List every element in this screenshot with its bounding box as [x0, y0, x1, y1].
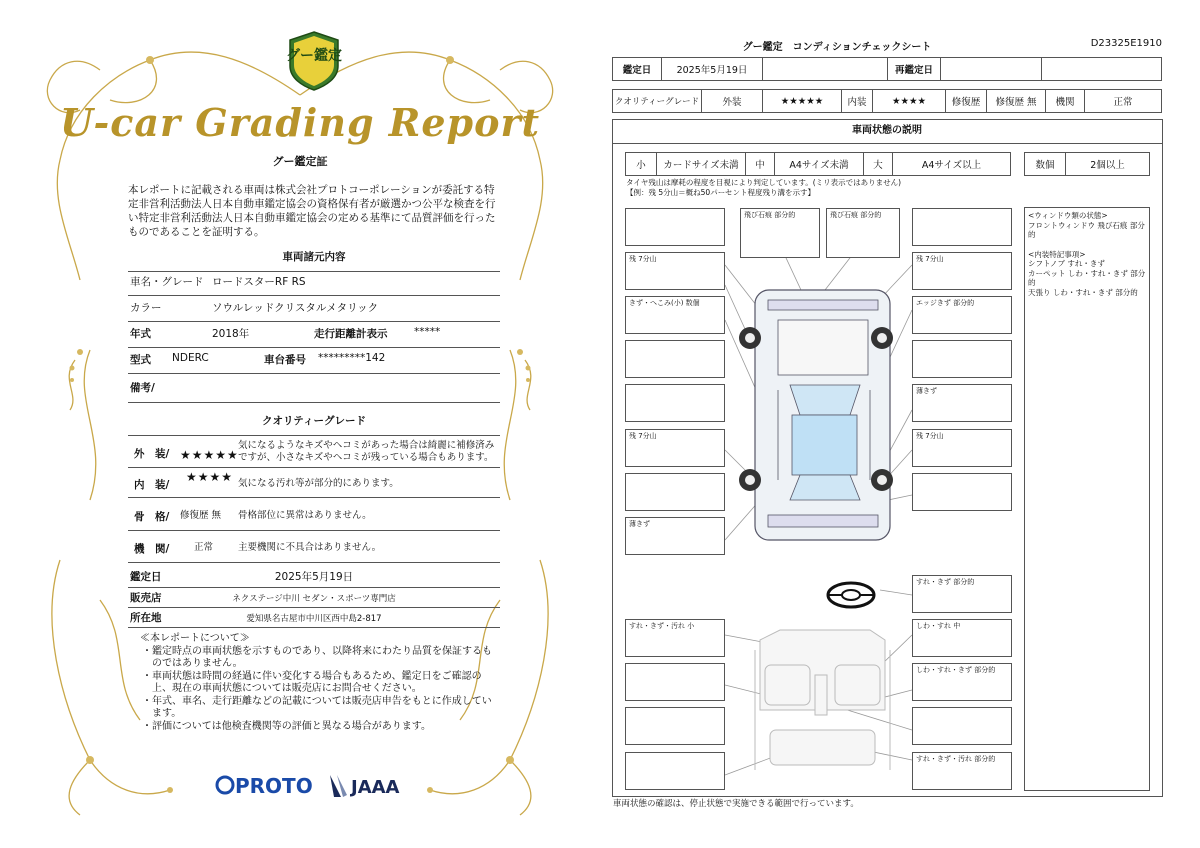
notice-item: ・鑑定時点の車両状態を示すものであり、以降将来にわたり品質を保証するものではありません。: [142, 645, 492, 669]
car-top-view-diagram: [720, 270, 940, 550]
interior-note: 天張り しわ・すれ・きず 部分的: [1028, 287, 1138, 297]
damage-box-top-2: 飛び石痕 部分的: [826, 208, 900, 258]
tire-box-left-front: 残 7分山: [625, 252, 725, 290]
logo-bar: [215, 770, 415, 800]
tire-box-right-rear: 残 7分山: [912, 429, 1012, 467]
sheet-int-stars: ★★★★: [873, 90, 946, 113]
spec-row-color: カラー ソウルレッドクリスタルメタリック: [128, 300, 500, 322]
proto-jaaa-logos: [215, 770, 415, 800]
damage-box-right-edge: エッジきず 部分的: [912, 296, 1012, 334]
damage-box: [912, 208, 1012, 246]
quality-row-exterior: 外 装/ ★★★★★ 気になるようなキズやヘコミがあった場合は綺麗に補修済みですが、小さなキズやヘコミが残っている場合もあります。: [128, 440, 500, 468]
damage-box-right-scratch: 薄きず: [912, 384, 1012, 422]
size-legend-table: 小 カードサイズ未満 中 A4サイズ未満 大 A4サイズ以上: [625, 152, 1011, 176]
color-value: ソウルレッドクリスタルメタリック: [212, 302, 379, 314]
cert-date-row: 鑑定日 2025年5月19日: [128, 569, 500, 588]
damage-box-left-dent: きず・へこみ(小) 数個: [625, 296, 725, 334]
interior-box: [625, 707, 725, 745]
damage-box: [625, 340, 725, 378]
svg-text:JAAA: JAAA: [351, 777, 400, 798]
notice-item: ・年式、車名、走行距離などの記載については販売店申告をもとに作成しています。: [142, 695, 492, 719]
tire-note: タイヤ残山は摩耗の程度を目視により判定しています。(ミリ表示ではありません) 【例：残 5分山＝概ね50パーセント程度残り溝を示す】: [626, 178, 902, 197]
sheet-engine-value: 正常: [1085, 90, 1162, 113]
interior-box-right-4: すれ・きず・汚れ 部分的: [912, 752, 1012, 790]
quality-row-frame: 骨 格/ 修復歴 無 骨格部位に異常はありません。: [128, 506, 500, 531]
svg-text:グー鑑定: グー鑑定: [286, 48, 342, 64]
interior-note: カーペット しわ・すれ・きず 部分的: [1028, 268, 1146, 287]
interior-box: [625, 663, 725, 701]
interior-note: シフトノブ すれ・きず: [1028, 259, 1105, 268]
sheet-title: グー鑑定 コンディションチェックシート: [742, 42, 932, 53]
quality-section-title: クオリティーグレード: [262, 415, 366, 427]
quality-row-engine: 機 関/ 正常 主要機関に不具合はありません。: [128, 538, 500, 563]
report-notice: ≪本レポートについて≫ ・鑑定時点の車両状態を示すものであり、以降将来にわたり品質を保証するものではありません。 ・車両状態は時間の経過に伴い変化する場合もあるため、鑑定日をご確認の上、現在の車両状態については販売店にお問合せください。 ・年式、車名、走行距離などの記載については販売店申告をもとに作成しています。 ・評価については他検査機関等の評価と異なる場合があります。: [140, 633, 495, 733]
certificate-title: グー鑑定証: [272, 155, 328, 168]
date-table: 鑑定日 2025年5月19日 再鑑定日: [612, 57, 1162, 81]
svg-text:PROTO: PROTO: [235, 774, 313, 798]
damage-box-left-scratch: 薄きず: [625, 517, 725, 555]
grade-table: クオリティーグレード 外装 ★★★★★ 内装 ★★★★ 修復歴 修復歴 無 機関 正常: [612, 89, 1162, 113]
notice-item: ・車両状態は時間の経過に伴い変化する場合もあるため、鑑定日をご確認の上、現在の車両状態については販売店にお問合せください。: [142, 670, 482, 694]
interior-box: [625, 752, 725, 790]
damage-box-top-1: 飛び石痕 部分的: [740, 208, 820, 258]
sheet-repair-value: 修復歴 無: [987, 90, 1046, 113]
window-note: フロントウィンドウ 飛び石痕 部分的: [1028, 220, 1145, 239]
mileage-value: *****: [414, 326, 441, 338]
quality-row-interior: 内 装/ ★★★★ 気になる汚れ等が部分的にあります。: [128, 473, 500, 498]
spec-row-year: 年式 2018年 走行距離計表示 *****: [128, 326, 500, 348]
exterior-stars: ★★★★★: [180, 448, 239, 462]
steering-box: すれ・きず 部分的: [912, 575, 1012, 613]
year-value: 2018年: [212, 328, 250, 340]
damage-box: [625, 208, 725, 246]
sheet-ext-stars: ★★★★★: [763, 90, 842, 113]
count-legend-table: 数個 2個以上: [1024, 152, 1150, 176]
interior-stars: ★★★★: [186, 470, 234, 484]
goo-kantei-badge-icon: [286, 30, 342, 92]
notice-item: ・評価については他検査機関等の評価と異なる場合があります。: [142, 720, 431, 732]
description-title: 車両状態の説明: [852, 125, 922, 136]
interior-box: [912, 707, 1012, 745]
certificate-body: 本レポートに記載される車両は株式会社プロトコーポレーションが委託する特定非営利活動法人日本自動車鑑定協会の資格保有者が厳選かつ公平な検査を行い特定非営利活動法人日本自動車鑑定協会の定める基準にて品質評価を行ったものであることを証明する。: [128, 184, 496, 238]
spec-row-name: 車名・グレード ロードスターRF RS: [128, 274, 500, 296]
chassis-value: *********142: [318, 352, 386, 364]
sheet-date-value: 2025年5月19日: [662, 58, 763, 81]
tire-box-right-front: 残 7分山: [912, 252, 1012, 290]
cert-address-row: 所在地 愛知県名古屋市中川区西中島2-817: [128, 610, 500, 628]
damage-box: [625, 384, 725, 422]
interior-box-right-1: しわ・すれ 中: [912, 619, 1012, 657]
proto-logo-icon: [217, 774, 313, 798]
tire-box-left-rear: 残 7分山: [625, 429, 725, 467]
model-value: NDERC: [172, 352, 209, 364]
damage-box: [625, 473, 725, 511]
car-interior-diagram: [720, 570, 920, 800]
sheet-footer-note: 車両状態の確認は、停止状態で実施できる範囲で行っています。: [613, 799, 859, 809]
spec-row-remarks: 備考/: [128, 380, 500, 403]
interior-box-left-1: すれ・きず・汚れ 小: [625, 619, 725, 657]
spec-row-model: 型式 NDERC 車台番号 *********142: [128, 352, 500, 374]
spec-section-title: 車両諸元内容: [282, 251, 346, 263]
interior-box-right-2: しわ・すれ・きず 部分的: [912, 663, 1012, 701]
car-name-value: ロードスターRF RS: [212, 276, 306, 288]
cert-dealer-row: 販売店 ネクステージ中川 セダン・スポーツ専門店: [128, 590, 500, 608]
report-title: U-car Grading Report: [59, 100, 541, 145]
notes-panel: <ウィンドウ類の状態> フロントウィンドウ 飛び石痕 部分的 <内装特記事項> シフトノブ すれ・きず カーペット しわ・すれ・きず 部分的 天張り しわ・すれ・きず 部分的: [1024, 207, 1150, 791]
reinspect-value: [941, 58, 1042, 81]
sheet-id: D23325E1910: [1090, 38, 1162, 49]
jaaa-logo-icon: [330, 775, 400, 798]
